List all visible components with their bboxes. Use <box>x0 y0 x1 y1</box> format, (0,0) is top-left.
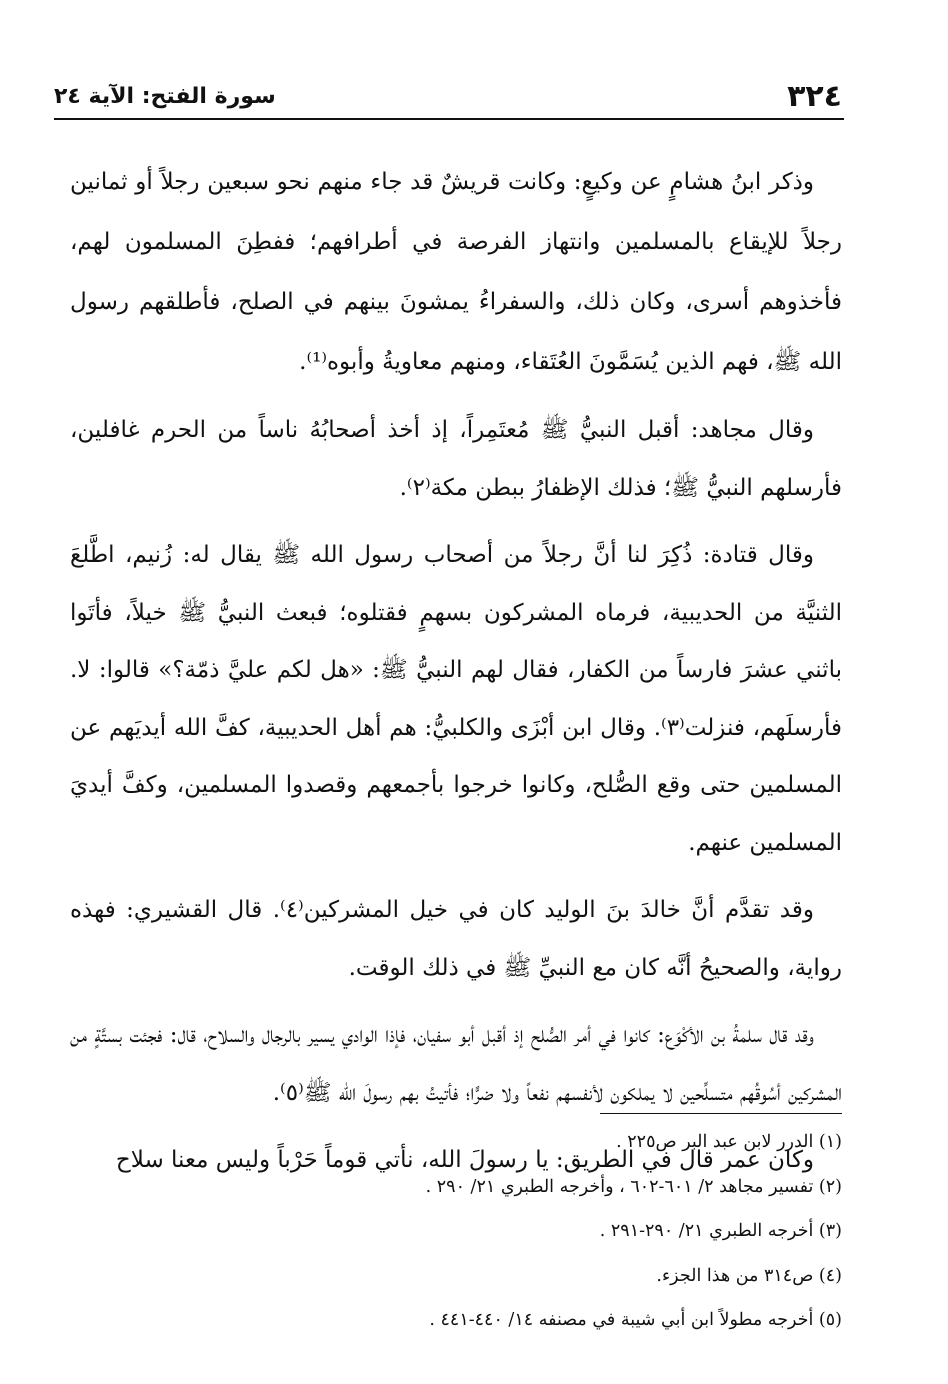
running-title: سورة الفتح: الآية ٢٤ <box>54 83 276 109</box>
paragraph: وقد قال سلمةُ بن الأكْوَع: كانوا في أمر الصُّلح إذ أقبل أبو سفيان، فإذا الوادي يسير بالرجال والسلاح، قال: فجئت بستَّةٍ من المشركين أسُوقُهم متسلِّحين لا يملكون لأنفسهم نفعاً ولا ضرًّا؛ فأتيتُ بهم رسولَ الله ﷺ⁽٥⁾. <box>70 1022 842 1106</box>
paragraph: وقد تقدَّم أنَّ خالدَ بنَ الوليد كان في خيل المشركين⁽٤⁾. قال القشيري: فهذه رواية، والصحيحُ أنَّه كان مع النبيِّ ﷺ في ذلك الوقت. <box>70 897 842 981</box>
paragraph: وكان عمر قال في الطريق: يا رسولَ الله، نأتي قوماً حَرْباً وليس معنا سلاح <box>115 1147 814 1173</box>
footnote: (٥) أخرجه مطولاً ابن أبي شيبة في مصنفه ١٤/ ٤٤٠-٤٤١ . <box>429 1310 842 1330</box>
header-rule <box>54 118 844 120</box>
main-text <box>70 152 842 1200</box>
footnote: (٤) ص٣١٤ من هذا الجزء. <box>656 1265 842 1286</box>
page-header <box>54 78 842 114</box>
page-number: ٣٢٤ <box>787 78 842 114</box>
paragraph: وقال قتادة: ذُكِرَ لنا أنَّ رجلاً من أصحاب رسول الله ﷺ يقال له: زُنيم، اطَّلعَ الثنيَّة من الحديبية، فرماه المشركون بسهمٍ فقتلوه؛ فبعث النبيُّ ﷺ خيلاً، فأتَوا باثني عشرَ فارساً من الكفار، فقال لهم النبيُّ ﷺ: «هل لكم عليَّ ذمّة؟» قالوا: لا. فأرسلَهم، فنزلت⁽٣⁾. وقال ابن أبْزَى والكلبيُّ: هم أهل الحديبية، كفَّ الله أيديَهم عن المسلمين حتى وقع الصُّلح، وكانوا خرجوا بأجمعهم وقصدوا المسلمين، وكفَّ أيديَ المسلمين عنهم. <box>70 542 842 856</box>
footnote: (١) الدرر لابن عبد البر ص٢٢٥ . <box>616 1132 842 1152</box>
footnotes <box>70 1120 842 1343</box>
paragraph: وذكر ابنُ هشامٍ عن وكيعٍ: وكانت قريشٌ قد جاء منهم نحو سبعين رجلاً أو ثمانين رجلاً للإيقاع بالمسلمين وانتهاز الفرصة في أطرافهم؛ ففطِنَ المسلمون لهم، فأخذوهم أسرى، وكان ذلك، والسفراءُ يمشونَ بينهم في الصلح، فأطلقهم رسول الله ﷺ، فهم الذين يُسَمَّونَ العُتَقاء، ومنهم معاويةُ وأبوه⁽¹⁾. <box>70 169 842 375</box>
footnote: (٣) أخرجه الطبري ٢١/ ٢٩٠-٢٩١ . <box>599 1221 842 1241</box>
footnote: (٢) تفسير مجاهد ٢/ ٦٠١-٦٠٢ ، وأخرجه الطبري ٢١/ ٢٩٠ . <box>425 1176 842 1197</box>
footnote-rule <box>600 1113 842 1114</box>
paragraph: وقال مجاهد: أقبل النبيُّ ﷺ مُعتَمِراً، إذ أخذ أصحابُهُ ناساً من الحرم غافلين، فأرسلهم النبيُّ ﷺ؛ فذلك الإظفارُ ببطن مكة⁽٢⁾. <box>70 417 842 501</box>
